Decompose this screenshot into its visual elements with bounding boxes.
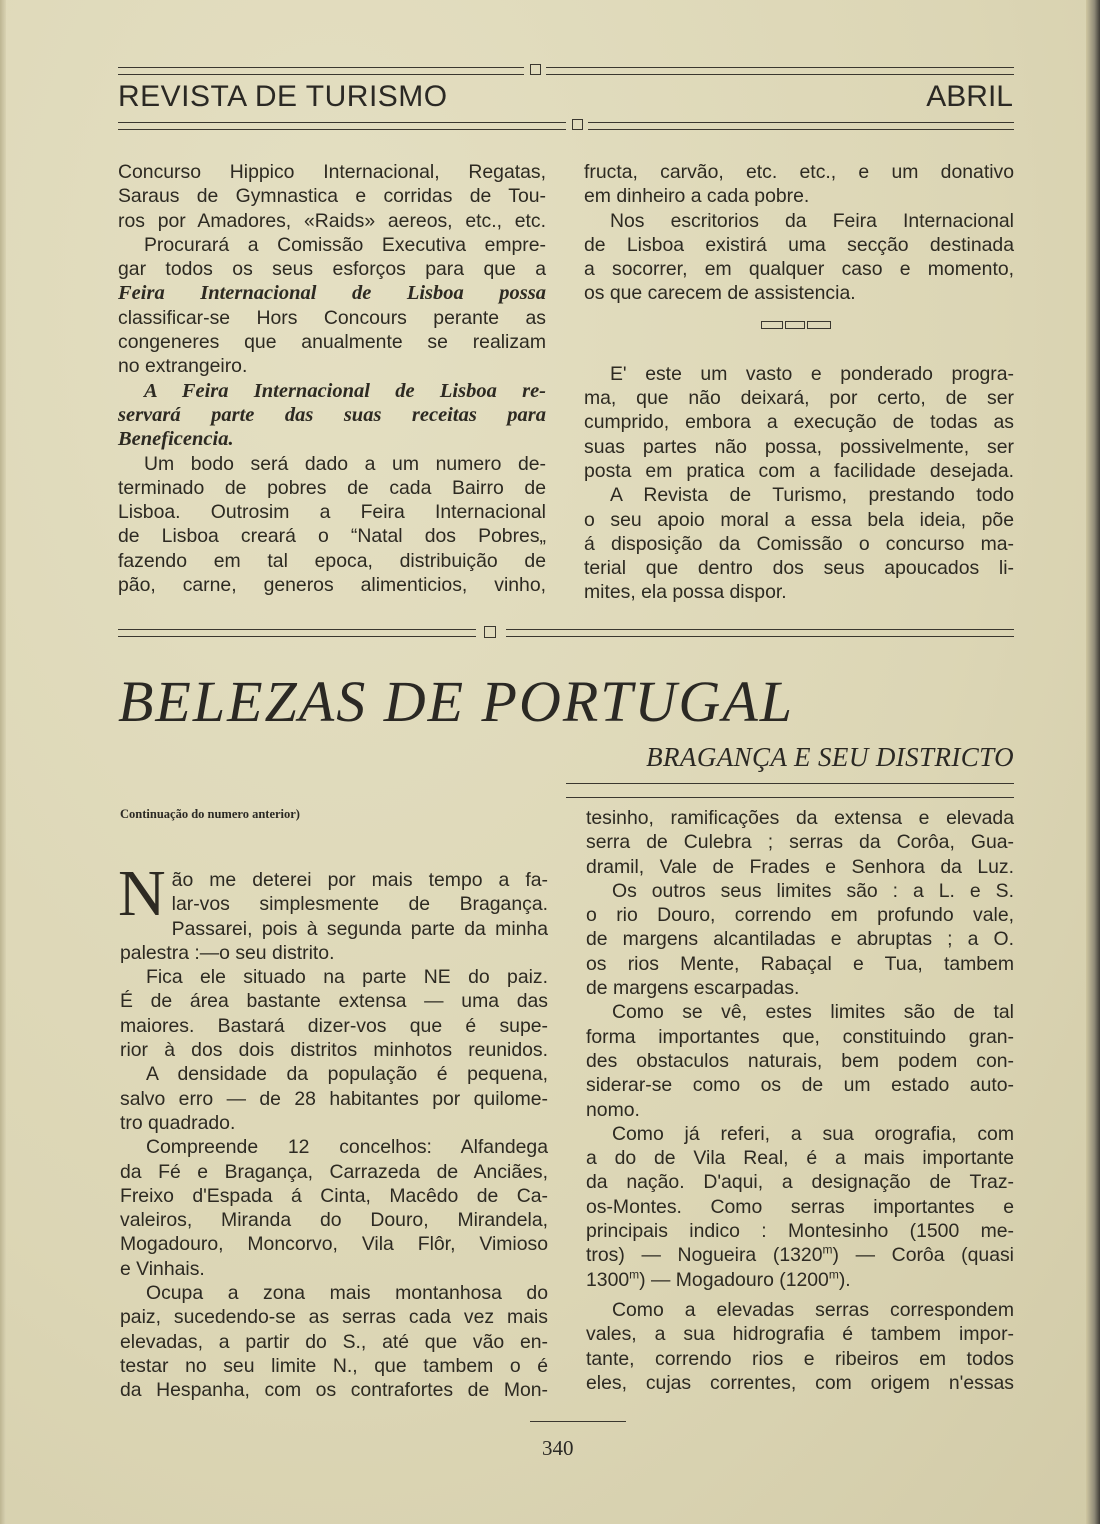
text-line: de Lisboa creará o “Natal dos Pobres„: [118, 525, 546, 548]
column-top-rule: [566, 797, 1014, 798]
text-line: de Lisboa existirá uma secção destinada: [584, 233, 1014, 256]
text-line: suas partes não possa, possivelmente, ser: [584, 435, 1014, 458]
text-line: Ocupa a zona mais montanhosa do: [146, 1282, 548, 1305]
text-line: dramil, Vale de Frades e Senhora da Luz.: [586, 855, 1014, 878]
text-line: nomo.: [586, 1098, 640, 1121]
text-line: o seu apoio moral a essa bela ideia, põe: [584, 508, 1014, 531]
section-divider-right: [506, 629, 1014, 637]
text-line: elevadas, a partir do S., até que vão en-: [120, 1330, 548, 1353]
issue-month: ABRIL: [926, 80, 1013, 113]
superscript-unit: m: [629, 1267, 640, 1282]
text-line: rior à dos dois distritos minhotos reunidos.: [120, 1039, 548, 1062]
text-line: pão, carne, generos alimenticios, vinho,: [118, 574, 546, 597]
text-fragment: ) — Mogadouro (1200: [639, 1268, 829, 1291]
text-line: É de área bastante extensa — uma das: [120, 990, 548, 1013]
text-line: Como já referi, a sua orografia, com: [612, 1122, 1014, 1145]
bottom-left-column: [118, 857, 548, 1403]
text-line: no extrangeiro.: [118, 355, 248, 378]
text-line: salvo erro — de 28 habitantes por quilome-: [120, 1087, 548, 1110]
header-bottom-rule-right: [588, 122, 1014, 130]
text-line: e Vinhais.: [120, 1257, 205, 1280]
text-fragment: ).: [838, 1268, 851, 1291]
text-line: Saraus de Gymnastica e corridas de Tou-: [118, 185, 546, 208]
text-line: tro quadrado.: [120, 1111, 236, 1134]
text-line: Feira Internacional de Lisboa possa: [118, 282, 546, 305]
text-line: tesinho, ramificações da extensa e elevada: [586, 807, 1014, 829]
subtitle-underline: [566, 783, 1014, 784]
text-line: A Revista de Turismo, prestando todo: [610, 484, 1014, 507]
text-line: ma, que não deixará, por certo, de ser: [584, 387, 1014, 410]
text-line: terminado de pobres de cada Bairro de: [118, 476, 546, 499]
text-fragment: tros) — Nogueira (1320: [586, 1244, 823, 1267]
text-line: da Hespanha, com os contrafortes de Mon-: [120, 1379, 548, 1402]
text-line: cumprido, embora a execução de todas as: [584, 411, 1014, 434]
text-line: de margens escarpadas.: [586, 977, 800, 1000]
article-subtitle: BRAGANÇA E SEU DISTRICTO: [646, 742, 1014, 772]
text-line: testar no seu limite N., que tambem o é: [120, 1354, 548, 1377]
text-line: Compreende 12 concelhos: Alfandega: [146, 1136, 548, 1159]
page-binding-edge: [1086, 0, 1100, 1524]
article-title: BELEZAS DE PORTUGAL: [118, 669, 794, 734]
text-line: Procurará a Comissão Executiva empre-: [144, 233, 546, 256]
text-line: siderar-se como os de um estado auto-: [586, 1074, 1014, 1097]
text-line: eles, cujas correntes, com origem n'essas: [586, 1371, 1014, 1394]
header-top-rule-right: [546, 67, 1014, 75]
text-line: a do de Vila Real, é a mais importante: [586, 1147, 1014, 1170]
text-line: a socorrer, em qualquer caso e momento,: [584, 258, 1014, 281]
text-line: terial que dentro dos seus apoucados li-: [584, 557, 1014, 580]
footer-rule: [530, 1421, 626, 1422]
text-line: Nos escritorios da Feira Internacional: [610, 209, 1014, 232]
text-line: Concurso Hippico Internacional, Regatas,: [118, 161, 546, 183]
text-line: de margens alcantiladas e abruptas ; a O.: [586, 928, 1014, 951]
text-line: da nação. D'aqui, a designação de Traz-: [586, 1171, 1014, 1194]
text-line: lar-vos simplesmente de Bragança.: [171, 893, 548, 916]
text-line: os-Montes. Como serras importantes e: [586, 1195, 1014, 1218]
text-line: á disposição da Comissão o concurso ma-: [584, 532, 1014, 555]
text-line: os que carecem de assistencia.: [584, 282, 856, 305]
page-left-edge: [0, 0, 6, 1524]
text-line: mites, ela possa dispor.: [584, 581, 787, 604]
text-line: palestra :—o seu distrito.: [120, 941, 335, 964]
text-line: em dinheiro a cada pobre.: [584, 185, 810, 208]
text-line: Freixo d'Espada á Cinta, Macêdo de Ca-: [120, 1184, 548, 1207]
superscript-unit: m: [822, 1242, 833, 1257]
top-left-column: [118, 160, 546, 597]
text-line: maiores. Bastará dizer-vos que é supe-: [120, 1014, 548, 1037]
text-line: da Fé e Bragança, Carrazeda de Anciães,: [120, 1160, 548, 1183]
text-line: [586, 1243, 1014, 1267]
text-line: tante, correndo rios e ribeiros em todos: [586, 1347, 1014, 1370]
section-divider-ornament: [484, 626, 496, 638]
page-number: 340: [542, 1436, 574, 1460]
text-line: principais indico : Montesinho (1500 me-: [586, 1220, 1014, 1243]
text-line: [586, 1268, 1014, 1292]
text-line: vales, a sua hidrografia é tambem impor-: [586, 1323, 1014, 1346]
text-line: forma importantes que, constituindo gran-: [586, 1025, 1014, 1048]
text-line: Os outros seus limites são : a L. e S.: [612, 879, 1014, 902]
text-line: Um bodo será dado a um numero de-: [144, 452, 546, 475]
bottom-right-column: [586, 806, 1014, 1395]
text-line: Mogadouro, Moncorvo, Vila Flôr, Vimioso: [120, 1233, 548, 1256]
drop-cap: N: [118, 857, 166, 930]
text-fragment: ) — Corôa (quasi: [832, 1244, 1014, 1267]
text-line: gar todos os seus esforços para que a: [118, 258, 546, 281]
text-line: classificar-se Hors Concours perante as: [118, 306, 546, 329]
text-line: des obstaculos naturais, bem podem con-: [586, 1049, 1014, 1072]
text-line: ros por Amadores, «Raids» aereos, etc., etc.: [118, 209, 546, 232]
text-line: paiz, sucedendo-se as serras cada vez mais: [120, 1306, 548, 1329]
header-square-ornament-top: [530, 64, 541, 75]
text-line: A densidade da população é pequena,: [146, 1063, 548, 1086]
section-divider-left: [118, 629, 476, 637]
text-line: fazendo em tal epoca, distribuição de: [118, 549, 546, 572]
continuation-note: Continuação do numero anterior): [120, 807, 300, 821]
text-line: A Feira Internacional de Lisboa re-: [144, 379, 546, 402]
text-line: o rio Douro, correndo em profundo vale,: [586, 904, 1014, 927]
section-break-ornament: [761, 321, 833, 329]
text-line: congeneres que anualmente se realizam: [118, 331, 546, 354]
text-line: E' este um vasto e ponderado progra-: [610, 362, 1014, 385]
text-fragment: 1300: [586, 1268, 630, 1291]
text-line: Como a elevadas serras correspondem: [612, 1298, 1014, 1321]
header-square-ornament-bottom: [572, 119, 583, 130]
text-line: Beneficencia.: [118, 428, 234, 451]
top-right-column: [584, 160, 1014, 605]
superscript-unit: m: [828, 1267, 839, 1282]
text-line: Como se vê, estes limites são de tal: [612, 1001, 1014, 1024]
magazine-title: REVISTA DE TURISMO: [118, 80, 448, 113]
text-line: ão me deterei por mais tempo a fa-: [171, 869, 548, 891]
text-line: valeiros, Miranda do Douro, Mirandela,: [120, 1209, 548, 1232]
text-line: Lisboa. Outrosim a Feira Internacional: [118, 501, 546, 524]
header-bottom-rule-left: [118, 122, 566, 130]
text-line: posta em pratica com a facilidade desejada.: [584, 459, 1014, 482]
header-top-rule-left: [118, 67, 524, 75]
text-line: serra de Culebra ; serras da Corôa, Gua-: [586, 831, 1014, 854]
text-line: os rios Mente, Rabaçal e Tua, tambem: [586, 952, 1014, 975]
text-line: Passarei, pois à segunda parte da minha: [171, 917, 548, 940]
text-line: Fica ele situado na parte NE do paiz.: [146, 966, 548, 989]
text-line: servará parte das suas receitas para: [118, 403, 546, 426]
text-line: fructa, carvão, etc. etc., e um donativo: [584, 161, 1014, 183]
